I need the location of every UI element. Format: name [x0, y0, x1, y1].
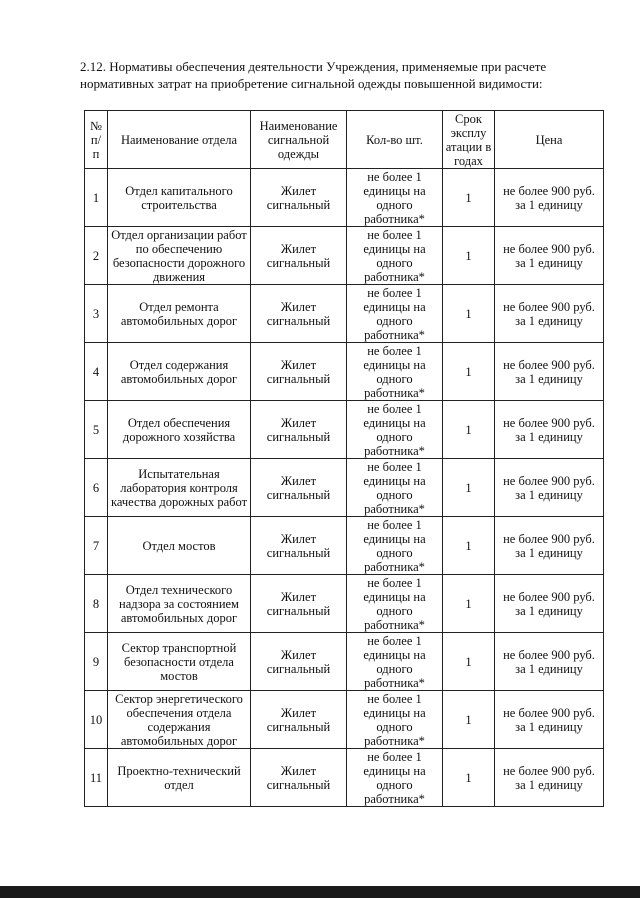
- cell-price: не более 900 руб. за 1 единицу: [495, 459, 604, 517]
- cell-term: 1: [443, 459, 495, 517]
- cell-price: не более 900 руб. за 1 единицу: [495, 401, 604, 459]
- table-row: [85, 749, 604, 807]
- header-price: Цена: [495, 111, 604, 169]
- cell-num: 11: [85, 749, 108, 807]
- cell-price: не более 900 руб. за 1 единицу: [495, 633, 604, 691]
- cell-dept: Отдел содержания автомобильных дорог: [108, 343, 251, 401]
- header-dept: Наименование отдела: [108, 111, 251, 169]
- cell-term: 1: [443, 227, 495, 285]
- table-row: [85, 169, 604, 227]
- table-row: [85, 459, 604, 517]
- cell-clothing: Жилет сигнальный: [251, 517, 347, 575]
- cell-qty: не более 1 единицы на одного работника*: [347, 227, 443, 285]
- table-row: [85, 575, 604, 633]
- cell-term: 1: [443, 343, 495, 401]
- cell-clothing: Жилет сигнальный: [251, 401, 347, 459]
- cell-num: 9: [85, 633, 108, 691]
- cell-dept: Испытательная лаборатория контроля качества дорожных работ: [108, 459, 251, 517]
- header-term: Срок эксплу атации в годах: [443, 111, 495, 169]
- cell-qty: не более 1 единицы на одного работника*: [347, 459, 443, 517]
- cell-num: 5: [85, 401, 108, 459]
- header-qty: Кол-во шт.: [347, 111, 443, 169]
- cell-qty: не более 1 единицы на одного работника*: [347, 691, 443, 749]
- heading-line-1: 2.12. Нормативы обеспечения деятельности Учреждения, применяемые при расчете: [80, 59, 547, 74]
- cell-clothing: Жилет сигнальный: [251, 169, 347, 227]
- cell-term: 1: [443, 691, 495, 749]
- header-num: № п/ п: [85, 111, 108, 169]
- cell-clothing: Жилет сигнальный: [251, 749, 347, 807]
- cell-dept: Проектно-технический отдел: [108, 749, 251, 807]
- header-clothing: Наименование сигнальной одежды: [251, 111, 347, 169]
- cell-qty: не более 1 единицы на одного работника*: [347, 401, 443, 459]
- table-row: [85, 343, 604, 401]
- cell-clothing: Жилет сигнальный: [251, 575, 347, 633]
- scan-edge-bar: [0, 886, 640, 898]
- cell-num: 3: [85, 285, 108, 343]
- cell-clothing: Жилет сигнальный: [251, 227, 347, 285]
- table-row: [85, 633, 604, 691]
- table-row: [85, 691, 604, 749]
- cell-clothing: Жилет сигнальный: [251, 343, 347, 401]
- cell-num: 10: [85, 691, 108, 749]
- cell-term: 1: [443, 169, 495, 227]
- cell-term: 1: [443, 749, 495, 807]
- cell-price: не более 900 руб. за 1 единицу: [495, 343, 604, 401]
- cell-dept: Отдел капитального строительства: [108, 169, 251, 227]
- cell-term: 1: [443, 401, 495, 459]
- table-row: [85, 517, 604, 575]
- cell-dept: Отдел ремонта автомобильных дорог: [108, 285, 251, 343]
- cell-num: 7: [85, 517, 108, 575]
- cell-price: не более 900 руб. за 1 единицу: [495, 517, 604, 575]
- cell-num: 6: [85, 459, 108, 517]
- cell-dept: Отдел мостов: [108, 517, 251, 575]
- cell-price: не более 900 руб. за 1 единицу: [495, 285, 604, 343]
- header-row: [85, 111, 604, 169]
- table-row: [85, 285, 604, 343]
- cell-num: 8: [85, 575, 108, 633]
- cell-qty: не более 1 единицы на одного работника*: [347, 633, 443, 691]
- cell-qty: не более 1 единицы на одного работника*: [347, 343, 443, 401]
- cell-qty: не более 1 единицы на одного работника*: [347, 749, 443, 807]
- cell-clothing: Жилет сигнальный: [251, 285, 347, 343]
- cell-price: не более 900 руб. за 1 единицу: [495, 691, 604, 749]
- cell-price: не более 900 руб. за 1 единицу: [495, 169, 604, 227]
- cell-term: 1: [443, 575, 495, 633]
- cell-clothing: Жилет сигнальный: [251, 691, 347, 749]
- cell-clothing: Жилет сигнальный: [251, 633, 347, 691]
- cell-dept: Сектор транспортной безопасности отдела мостов: [108, 633, 251, 691]
- cell-price: не более 900 руб. за 1 единицу: [495, 749, 604, 807]
- cell-dept: Сектор энергетического обеспечения отдела содержания автомобильных дорог: [108, 691, 251, 749]
- cell-clothing: Жилет сигнальный: [251, 459, 347, 517]
- cell-qty: не более 1 единицы на одного работника*: [347, 575, 443, 633]
- cell-term: 1: [443, 285, 495, 343]
- cell-dept: Отдел организации работ по обеспечению безопасности дорожного движения: [108, 227, 251, 285]
- cell-dept: Отдел технического надзора за состоянием автомобильных дорог: [108, 575, 251, 633]
- table-header: [85, 111, 604, 169]
- heading-line-2: нормативных затрат на приобретение сигнальной одежды повышенной видимости:: [80, 76, 543, 91]
- cell-num: 1: [85, 169, 108, 227]
- table-row: [85, 401, 604, 459]
- cell-term: 1: [443, 633, 495, 691]
- section-heading: [80, 58, 600, 92]
- norms-table: [84, 110, 604, 807]
- cell-num: 2: [85, 227, 108, 285]
- cell-price: не более 900 руб. за 1 единицу: [495, 227, 604, 285]
- cell-qty: не более 1 единицы на одного работника*: [347, 169, 443, 227]
- cell-num: 4: [85, 343, 108, 401]
- cell-term: 1: [443, 517, 495, 575]
- table-body: [85, 169, 604, 807]
- cell-qty: не более 1 единицы на одного работника*: [347, 285, 443, 343]
- table-row: [85, 227, 604, 285]
- cell-price: не более 900 руб. за 1 единицу: [495, 575, 604, 633]
- cell-qty: не более 1 единицы на одного работника*: [347, 517, 443, 575]
- cell-dept: Отдел обеспечения дорожного хозяйства: [108, 401, 251, 459]
